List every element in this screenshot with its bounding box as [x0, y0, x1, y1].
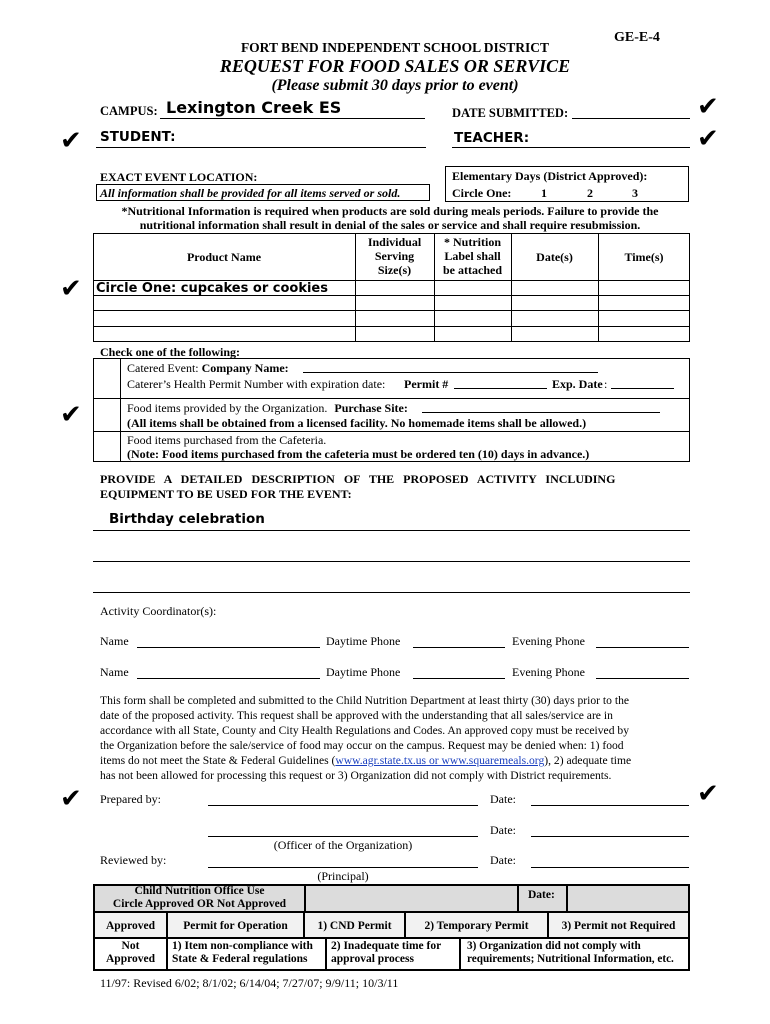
circle-one-label: Circle One: [452, 186, 512, 200]
date-submitted-label: DATE SUBMITTED: [452, 106, 569, 120]
permit-not-required-option[interactable]: 3) Permit not Required [561, 920, 676, 932]
day-option-1[interactable]: 1 [541, 186, 547, 200]
header-product-name: Product Name [186, 250, 262, 264]
daytime-phone-line[interactable] [413, 647, 505, 648]
day-option-3[interactable]: 3 [632, 186, 638, 200]
approved-option[interactable]: Approved [106, 920, 155, 932]
header-serving-line: Serving [374, 249, 415, 263]
student-line[interactable] [96, 147, 426, 148]
description-line[interactable] [93, 592, 690, 593]
option-divider [93, 431, 690, 432]
student-label: STUDENT: [100, 129, 176, 145]
nutrition-notice-line2: nutritional information shall result in denial of the sales or service and shall require resubmission. [139, 218, 641, 232]
daytime-phone-label: Daytime Phone [326, 665, 401, 679]
permit-number-label: Permit # [404, 377, 449, 391]
agr-link[interactable]: www.agr.state.tx.us [335, 754, 427, 767]
evening-phone-line[interactable] [596, 647, 689, 648]
reason-3[interactable] [467, 940, 674, 966]
officer-date-line[interactable] [531, 836, 689, 837]
policy-line: accordance with all State, County and City Health Regulations and Codes. An approved copy must be received by [100, 724, 629, 737]
office-divider [304, 884, 306, 911]
table-row-divider [93, 326, 690, 327]
not-approved-option[interactable] [95, 940, 166, 966]
daytime-phone-line[interactable] [413, 678, 505, 679]
header-times: Time(s) [624, 250, 664, 264]
coordinators-label: Activity Coordinator(s): [100, 604, 217, 618]
reviewed-date-line[interactable] [531, 867, 689, 868]
teacher-line[interactable] [452, 147, 690, 148]
office-date-label: Date: [528, 889, 555, 901]
company-name-label: Company Name: [201, 361, 289, 375]
reason-line: requirements; Nutritional Information, etc. [467, 953, 674, 965]
product-row-1[interactable]: Circle One: cupcakes or cookies [96, 281, 328, 296]
elementary-days-label: Elementary Days (District Approved): [452, 169, 648, 183]
header-label-line: be attached [443, 263, 502, 277]
office-title-line: Child Nutrition Office Use [134, 885, 265, 897]
office-divider [459, 937, 461, 971]
caterer-permit-row [127, 377, 385, 392]
check-icon: ✔ [60, 274, 82, 304]
reason-2[interactable] [331, 940, 441, 966]
campus-line [160, 118, 425, 119]
check-one-title: Check one of the following: [100, 345, 240, 359]
policy-line: date of the proposed activity. This request shall be approved with the understanding that all sales/service are in [100, 709, 613, 722]
daytime-phone-label: Daytime Phone [326, 634, 401, 648]
principal-caption: (Principal) [317, 869, 369, 883]
table-row-divider [93, 310, 690, 311]
date-submitted-line[interactable] [572, 118, 690, 119]
campus-value[interactable]: Lexington Creek ES [166, 98, 342, 117]
option-divider [93, 398, 690, 399]
office-divider [566, 884, 568, 911]
day-option-2[interactable]: 2 [587, 186, 593, 200]
prepared-by-line[interactable] [208, 805, 478, 806]
event-location-label: EXACT EVENT LOCATION: [100, 170, 258, 184]
reason-1[interactable] [172, 940, 313, 966]
permit-number-line[interactable] [454, 388, 547, 389]
check-icon: ✔ [697, 92, 719, 122]
teacher-label: TEACHER: [454, 130, 530, 146]
reviewed-date-label: Date: [490, 853, 516, 867]
header-dates: Date(s) [536, 250, 573, 264]
nutrition-notice-line1: *Nutritional Information is required when products are sold during meals periods. Failure to provide the [121, 204, 659, 218]
squaremeals-link[interactable]: www.squaremeals.org [441, 754, 545, 767]
reason-line: 3) Organization did not comply with [467, 940, 641, 952]
org-note: (All items shall be obtained from a licensed facility. No homemade items shall be allowed.) [127, 416, 587, 430]
name-label: Name [100, 634, 129, 648]
header-serving-size [355, 235, 434, 277]
exp-date-line[interactable] [611, 388, 674, 389]
name-line[interactable] [137, 678, 320, 679]
district-name: FORT BEND INDEPENDENT SCHOOL DISTRICT [240, 40, 550, 55]
reviewed-by-line[interactable] [208, 867, 478, 868]
header-nutrition-label [434, 235, 511, 277]
all-info-note: All information shall be provided for all items served or sold. [100, 186, 401, 200]
policy-line: the Organization before the sale/service of food may occur on the campus. Request may be denied when: 1) food [100, 739, 624, 752]
page-title: REQUEST FOR FOOD SALES OR SERVICE [219, 56, 571, 76]
reviewed-by-label: Reviewed by: [100, 853, 167, 867]
check-icon: ✔ [697, 779, 719, 809]
prepared-by-label: Prepared by: [100, 792, 161, 806]
policy-line: This form shall be completed and submitted to the Child Nutrition Department at least thirty (30) days prior to the [100, 694, 630, 707]
office-divider [93, 911, 690, 913]
exp-date-label: Exp. Date [552, 377, 603, 391]
policy-line [100, 753, 690, 768]
description-value[interactable]: Birthday celebration [109, 511, 265, 527]
org-provided-option[interactable] [127, 401, 408, 416]
office-divider [93, 937, 690, 939]
not-approved-line: Approved [106, 953, 155, 965]
evening-phone-label: Evening Phone [512, 665, 585, 679]
cafeteria-note: (Note: Food items purchased from the cafeteria must be ordered ten (10) days in advance.) [127, 447, 590, 461]
purchase-site-label: Purchase Site: [334, 401, 408, 415]
checkbox-column-divider [120, 358, 121, 462]
reason-line: State & Federal regulations [172, 953, 308, 965]
office-divider [517, 884, 519, 911]
catered-event-option[interactable] [127, 361, 289, 376]
description-line[interactable] [93, 561, 690, 562]
office-title [95, 885, 304, 911]
policy-text-fragment: items do not meet the State & Federal Guidelines ( [100, 754, 336, 767]
description-line[interactable] [93, 530, 690, 531]
check-icon: ✔ [697, 124, 719, 154]
caterer-permit-label: Caterer’s Health Permit Number with expiration date: [127, 377, 386, 391]
name-label: Name [100, 665, 129, 679]
not-approved-line: Not [121, 940, 140, 952]
evening-phone-label: Evening Phone [512, 634, 585, 648]
campus-label: CAMPUS: [100, 104, 158, 118]
temporary-permit-option[interactable]: 2) Temporary Permit [424, 920, 529, 932]
permit-for-operation: Permit for Operation [183, 920, 288, 932]
office-title-line: Circle Approved OR Not Approved [112, 898, 287, 910]
check-icon: ✔ [60, 126, 82, 156]
cafeteria-option[interactable]: Food items purchased from the Cafeteria. [127, 433, 327, 447]
purchase-site-line[interactable] [422, 412, 660, 413]
officer-signature-line[interactable] [208, 836, 478, 837]
cnd-permit-option[interactable]: 1) CND Permit [317, 920, 392, 932]
prepared-date-label: Date: [490, 792, 516, 806]
evening-phone-line[interactable] [596, 678, 689, 679]
check-icon: ✔ [60, 784, 82, 814]
form-code: GE-E-4 [614, 30, 660, 45]
officer-caption: (Officer of the Organization) [273, 838, 413, 852]
policy-line: has not been allowed for processing this request or 3) Organization did not comply with District requirements. [100, 769, 612, 782]
reason-line: 2) Inadequate time for [331, 940, 442, 952]
revision-footer: 11/97: Revised 6/02; 8/1/02; 6/14/04; 7/27/07; 9/9/11; 10/3/11 [100, 976, 399, 990]
header-serving-line: Size(s) [377, 263, 412, 277]
header-label-line: Label shall [444, 249, 501, 263]
org-provided-label: Food items provided by the Organization. [127, 401, 328, 415]
check-icon: ✔ [60, 400, 82, 430]
name-line[interactable] [137, 647, 320, 648]
policy-text-fragment: or [426, 754, 442, 767]
policy-paragraph [100, 693, 690, 783]
reason-line: approval process [331, 953, 414, 965]
reason-line: 1) Item non-compliance with [172, 940, 313, 952]
company-name-line[interactable] [303, 372, 598, 373]
exp-date-colon: : [604, 377, 608, 391]
header-label-line: * Nutrition [444, 235, 501, 249]
prepared-date-line[interactable] [531, 805, 689, 806]
catered-event-label: Catered Event: [127, 361, 199, 375]
description-prompt-line1: PROVIDE A DETAILED DESCRIPTION OF THE PROPOSED ACTIVITY INCLUDING [100, 472, 616, 486]
header-serving-line: Individual [367, 235, 422, 249]
officer-date-label: Date: [490, 823, 516, 837]
description-prompt-line2: EQUIPMENT TO BE USED FOR THE EVENT: [100, 487, 352, 501]
office-divider [325, 937, 327, 971]
page-subtitle: (Please submit 30 days prior to event) [271, 77, 519, 94]
policy-text-fragment: ), 2) adequate time [544, 754, 632, 767]
